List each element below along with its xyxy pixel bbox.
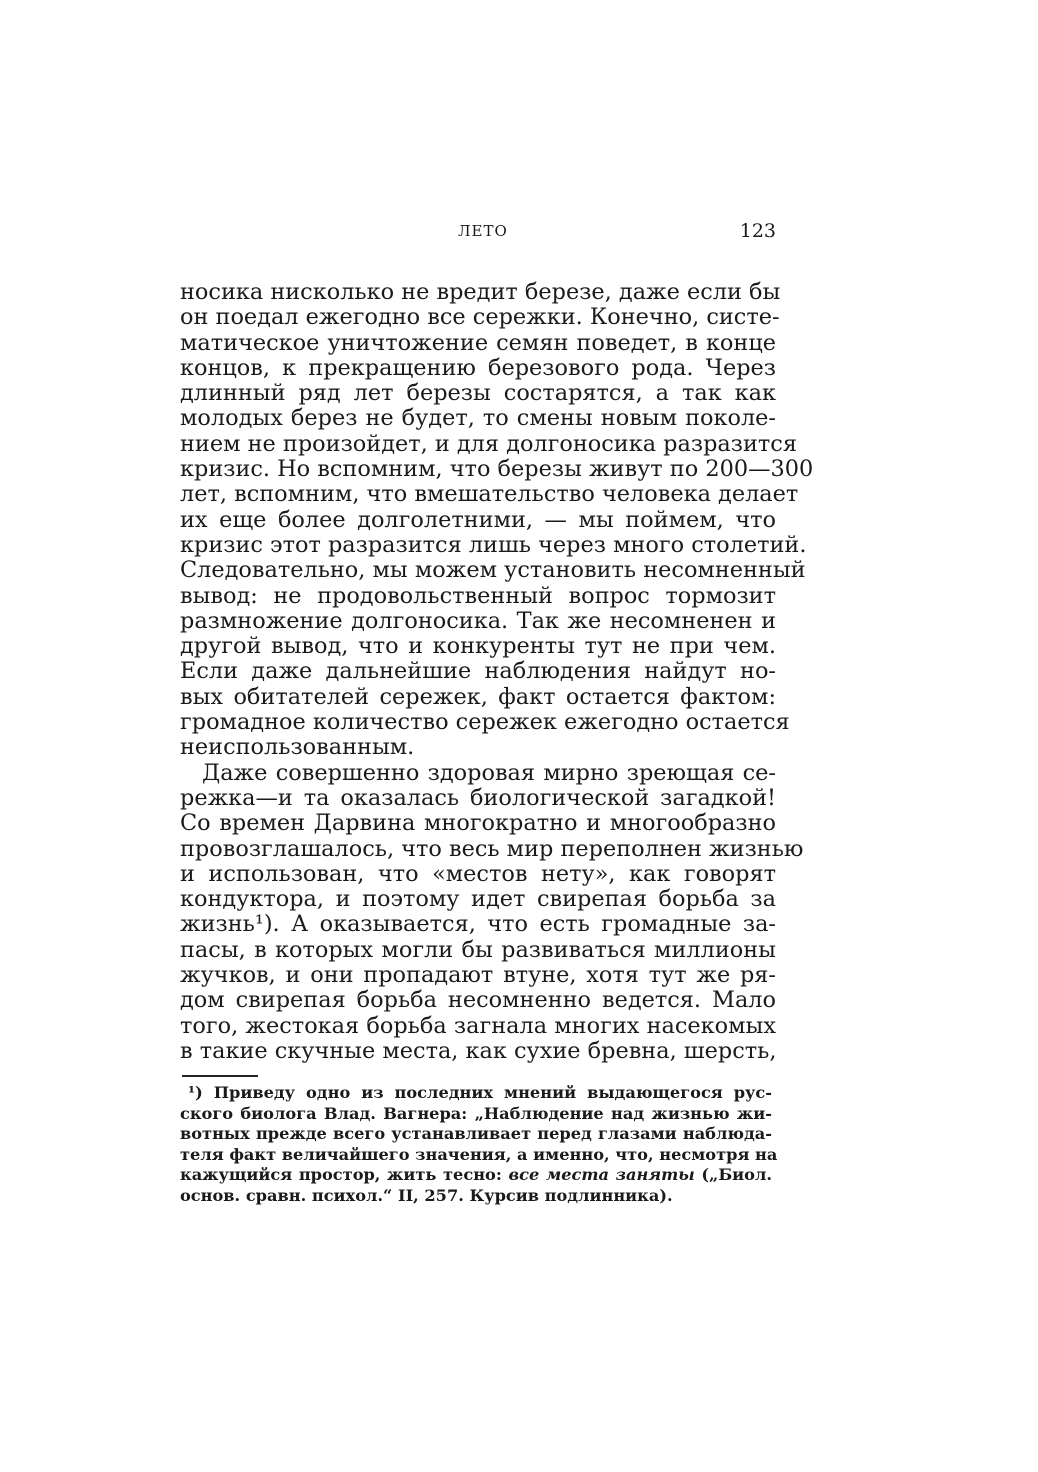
text-line: Если даже дальнейшие наблюдения найдут но-: [180, 658, 776, 685]
text-line: режка—и та оказалась биологической загадкой!: [180, 784, 776, 811]
footnote-line: ского биолога Влад. Вагнера: „Наблюдение над жизнью жи-: [180, 1103, 772, 1123]
text-line: неиспользованным.: [180, 734, 415, 761]
text-line: провозглашалось, что весь мир переполнен жизнью: [180, 835, 804, 862]
text-line: Со времен Дарвина многократно и многообразно: [180, 810, 776, 837]
text-line: лет, вспомним, что вмешательство человека делает: [180, 481, 799, 508]
footnote-text: кажущийся простор, жить тесно:: [180, 1165, 509, 1184]
footnote-line: основ. сравн. психол.“ II, 257. Курсив подлинника).: [180, 1185, 673, 1205]
text-line: громадное количество сережек ежегодно остается: [180, 709, 790, 736]
text-line: размножение долгоносика. Так же несомненен и: [180, 607, 776, 634]
running-title: ЛЕТО: [458, 222, 508, 240]
footnote-line: [180, 1165, 772, 1186]
text-line: концов, к прекращению березового рода. Через: [180, 354, 776, 381]
main-text: [180, 279, 814, 1064]
text-line: нием не произойдет, и для долгоносика разразится: [180, 430, 797, 457]
running-header: [180, 222, 776, 250]
text-line: в такие скучные места, как сухие бревна, шерсть,: [180, 1037, 777, 1064]
text-line: кризис этот разразится лишь через много столетий.: [180, 531, 807, 558]
paragraph-1: [180, 279, 814, 761]
footnote-line: ¹) Приведу одно из последних мнений выдающегося рус-: [188, 1083, 772, 1102]
text-line: пасы, в которых могли бы развиваться миллионы: [180, 936, 776, 963]
text-line: матическое уничтожение семян поведет, в конце: [180, 329, 776, 356]
footnote-divider: [182, 1075, 258, 1077]
text-line: кризис. Но вспомним, что березы живут по 200—300: [180, 456, 814, 483]
footnote-line: вотных прежде всего устанавливает перед глазами наблюда-: [180, 1124, 772, 1143]
footnote-line: теля факт величайшего значения, а именно, что, несмотря на: [180, 1144, 778, 1164]
text-line: носика нисколько не вредит березе, даже если бы: [180, 279, 781, 305]
text-line: жучков, и они пропадают втуне, хотя тут же ря-: [180, 962, 776, 989]
text-line: кондуктора, и поэтому идет свирепая борьба за: [180, 886, 776, 913]
footnote: [180, 1083, 778, 1206]
paragraph-2: [180, 759, 804, 1065]
text-line: их еще более долголетними, — мы поймем, что: [180, 506, 776, 533]
text-line: того, жестокая борьба загнала многих насекомых: [180, 1012, 776, 1039]
text-line: вывод: не продовольственный вопрос тормозит: [180, 582, 776, 609]
text-line: Даже совершенно здоровая мирно зреющая се-: [202, 759, 776, 786]
text-line: длинный ряд лет березы состарятся, а так как: [180, 380, 776, 407]
page-number: 123: [739, 220, 776, 242]
footnote-text: („Биол.: [694, 1165, 772, 1184]
text-line: жизнь¹). А оказывается, что есть громадные за-: [180, 911, 776, 938]
text-line: молодых берез не будет, то смены новым поколе-: [180, 405, 776, 432]
text-line: и использован, что «местов нету», как говорят: [180, 860, 776, 887]
text-line: Следовательно, мы можем установить несомненный: [180, 557, 806, 584]
text-line: вых обитателей сережек, факт остается фактом:: [180, 683, 776, 710]
footnote-italic-quote: все места заняты: [508, 1165, 695, 1184]
text-line: другой вывод, что и конкуренты тут не при чем.: [180, 633, 776, 660]
text-line: дом свирепая борьба несомненно ведется. Мало: [180, 987, 776, 1014]
text-line: он поедал ежегодно все сережки. Конечно, систе-: [180, 304, 780, 331]
